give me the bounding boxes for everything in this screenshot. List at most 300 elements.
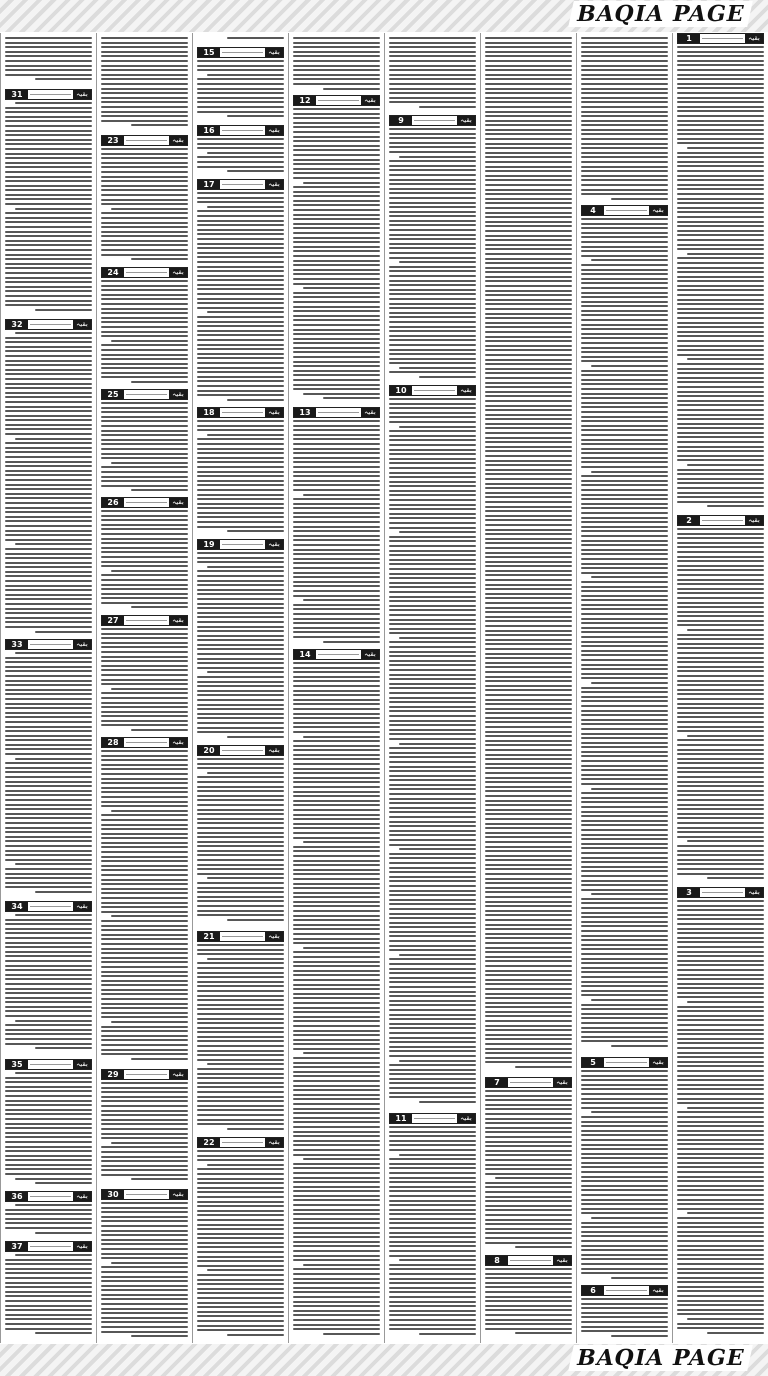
text-line <box>581 452 668 454</box>
text-line <box>581 558 668 560</box>
text-line <box>611 198 668 200</box>
text-line <box>485 937 572 939</box>
text-line <box>101 1016 188 1018</box>
text-line <box>101 1211 188 1213</box>
text-line <box>677 652 764 654</box>
text-line <box>591 576 668 578</box>
text-line <box>101 1007 188 1009</box>
text-line <box>197 776 284 778</box>
text-line <box>677 331 764 333</box>
text-line <box>485 1286 572 1288</box>
text-line <box>677 1189 764 1191</box>
text-line <box>293 301 380 303</box>
text-line <box>485 1291 572 1293</box>
text-line <box>389 995 476 997</box>
text-line <box>677 813 764 815</box>
text-line <box>293 1030 380 1032</box>
text-line <box>581 866 668 868</box>
story-header <box>677 515 764 526</box>
text-line <box>485 763 572 765</box>
text-line <box>101 1039 188 1041</box>
text-line <box>485 147 572 149</box>
text-line <box>293 938 380 940</box>
text-line <box>389 935 476 937</box>
header-rule <box>702 892 743 893</box>
text-line <box>677 1038 764 1040</box>
text-line <box>5 1118 92 1120</box>
text-line <box>101 938 188 940</box>
text-line <box>293 1144 380 1146</box>
text-line <box>101 837 188 839</box>
text-line <box>293 1199 380 1201</box>
text-line <box>5 790 92 792</box>
text-line <box>581 324 668 326</box>
text-line <box>485 666 572 668</box>
text-line <box>389 74 476 76</box>
text-line <box>293 1075 380 1077</box>
text-line <box>293 1245 380 1247</box>
text-line <box>389 412 476 414</box>
text-line <box>197 69 284 71</box>
text-line <box>389 632 476 634</box>
text-line <box>485 267 572 269</box>
text-line <box>15 863 92 865</box>
text-line <box>5 69 92 71</box>
text-line <box>677 120 764 122</box>
text-line <box>5 415 92 417</box>
text-line <box>485 391 572 393</box>
text-line <box>5 608 92 610</box>
text-line <box>293 218 380 220</box>
text-line <box>293 713 380 715</box>
text-line <box>389 1209 476 1211</box>
header-rule <box>222 412 263 413</box>
text-line <box>485 868 572 870</box>
text-line <box>485 506 572 508</box>
text-line <box>197 97 284 99</box>
text-line <box>677 1258 764 1260</box>
text-line <box>581 241 668 243</box>
text-line <box>677 1323 764 1325</box>
text-line <box>101 176 188 178</box>
text-line <box>5 735 92 737</box>
text-line <box>677 624 764 626</box>
text-line <box>5 502 92 504</box>
text-line <box>197 1325 284 1327</box>
text-line <box>485 313 572 315</box>
text-line <box>389 88 476 90</box>
text-line <box>581 448 668 450</box>
text-line <box>581 595 668 597</box>
text-line <box>581 1263 668 1265</box>
text-line <box>101 524 188 526</box>
text-line <box>677 83 764 85</box>
text-line <box>389 37 476 39</box>
text-line <box>677 533 764 535</box>
text-line <box>293 1181 380 1183</box>
text-line <box>197 60 284 62</box>
text-line <box>581 659 668 661</box>
text-line <box>5 258 92 260</box>
text-line <box>677 496 764 498</box>
text-line <box>677 845 764 847</box>
text-line <box>101 60 188 62</box>
text-line <box>101 411 188 413</box>
text-line <box>5 670 92 672</box>
text-line <box>197 1004 284 1006</box>
text-line <box>293 1259 380 1261</box>
text-line <box>197 321 284 323</box>
text-line <box>101 814 188 816</box>
text-line <box>485 299 572 301</box>
text-line <box>677 152 764 154</box>
text-line <box>293 1287 380 1289</box>
story-number: 31 <box>6 90 28 99</box>
text-line <box>389 981 476 983</box>
text-line <box>5 221 92 223</box>
text-line <box>485 593 572 595</box>
text-line <box>5 785 92 787</box>
story-number: 15 <box>198 48 220 57</box>
text-line <box>197 999 284 1001</box>
text-line <box>389 513 476 515</box>
text-line <box>389 862 476 864</box>
text-line <box>389 339 476 341</box>
header-rule <box>30 906 71 907</box>
text-line <box>101 416 188 418</box>
text-line <box>677 1111 764 1113</box>
text-line <box>101 148 188 150</box>
text-line <box>399 261 476 263</box>
text-line <box>389 899 476 901</box>
header-rule <box>414 390 455 391</box>
text-line <box>111 1021 188 1023</box>
story-number: 33 <box>6 640 28 649</box>
text-line <box>101 565 188 567</box>
text-line <box>389 371 476 373</box>
text-line <box>389 1177 476 1179</box>
text-line <box>677 1029 764 1031</box>
text-line <box>485 1025 572 1027</box>
text-line <box>677 267 764 269</box>
text-line <box>677 46 764 48</box>
text-line <box>101 750 188 752</box>
story-header <box>581 1057 668 1068</box>
text-line <box>687 840 764 842</box>
text-line <box>101 782 188 784</box>
text-line <box>485 708 572 710</box>
text-line <box>197 220 284 222</box>
text-line <box>197 1082 284 1084</box>
text-line <box>101 171 188 173</box>
text-line <box>197 298 284 300</box>
text-line <box>101 1331 188 1333</box>
story-number: 27 <box>102 616 124 625</box>
text-line <box>5 254 92 256</box>
text-line <box>197 394 284 396</box>
text-line <box>419 1101 476 1103</box>
text-line <box>197 552 284 554</box>
text-line <box>197 1091 284 1093</box>
text-line <box>293 965 380 967</box>
text-line <box>389 729 476 731</box>
text-line <box>303 1158 380 1160</box>
text-line <box>293 159 380 161</box>
text-line <box>101 430 188 432</box>
text-line <box>389 949 476 951</box>
text-line <box>293 1016 380 1018</box>
text-line <box>303 1264 380 1266</box>
news-story <box>389 385 476 1105</box>
text-line <box>485 161 572 163</box>
text-line <box>485 970 572 972</box>
text-line <box>389 69 476 71</box>
text-line <box>5 290 92 292</box>
text-line <box>677 923 764 925</box>
text-line <box>101 298 188 300</box>
text-line <box>293 781 380 783</box>
text-line <box>101 65 188 67</box>
text-line <box>581 939 668 941</box>
text-line <box>197 900 284 902</box>
text-line <box>101 724 188 726</box>
text-line <box>101 720 188 722</box>
text-line <box>197 101 284 103</box>
text-line <box>101 984 188 986</box>
text-line <box>5 166 92 168</box>
text-line <box>303 599 380 601</box>
header-rule <box>222 750 263 751</box>
story-number: 3 <box>678 888 700 897</box>
text-line <box>5 868 92 870</box>
text-line <box>101 1266 188 1268</box>
text-line <box>101 1298 188 1300</box>
story-tag: بقیہ <box>265 746 283 755</box>
text-line <box>581 65 668 67</box>
text-line <box>101 1202 188 1204</box>
text-line <box>677 634 764 636</box>
text-line <box>197 452 284 454</box>
text-line <box>197 390 284 392</box>
text-line <box>101 97 188 99</box>
text-line <box>485 1150 572 1152</box>
text-line <box>581 1017 668 1019</box>
text-line <box>197 316 284 318</box>
text-line <box>197 864 284 866</box>
text-line <box>485 405 572 407</box>
text-line <box>293 1121 380 1123</box>
text-line <box>293 667 380 669</box>
text-line <box>581 1102 668 1104</box>
text-line <box>227 1128 284 1130</box>
text-line <box>677 294 764 296</box>
text-line <box>35 309 92 311</box>
text-line <box>5 493 92 495</box>
text-line <box>485 919 572 921</box>
text-line <box>5 60 92 62</box>
text-line <box>677 602 764 604</box>
text-line <box>581 429 668 431</box>
text-line <box>677 340 764 342</box>
text-line <box>197 589 284 591</box>
text-line <box>581 710 668 712</box>
text-line <box>5 392 92 394</box>
text-line <box>485 427 572 429</box>
text-line <box>131 1335 188 1337</box>
text-line <box>101 519 188 521</box>
text-line <box>485 905 572 907</box>
text-line <box>677 129 764 131</box>
text-line <box>101 911 188 913</box>
text-line <box>15 1254 92 1256</box>
text-line <box>581 351 668 353</box>
text-line <box>101 1053 188 1055</box>
text-line <box>581 834 668 836</box>
story-number: 24 <box>102 268 124 277</box>
text-line <box>591 365 668 367</box>
text-line <box>293 604 380 606</box>
text-line <box>5 189 92 191</box>
header-rule <box>126 742 167 743</box>
text-line <box>293 754 380 756</box>
story-continuation <box>581 35 668 202</box>
header-rule <box>126 502 167 503</box>
text-line <box>197 896 284 898</box>
text-line <box>485 625 572 627</box>
text-line <box>485 37 572 39</box>
text-line <box>485 699 572 701</box>
text-line <box>197 910 284 912</box>
text-line <box>293 365 380 367</box>
story-number: 1 <box>678 34 700 43</box>
text-line <box>677 354 764 356</box>
text-line <box>101 485 188 487</box>
text-line <box>581 383 668 385</box>
text-line <box>197 111 284 113</box>
text-line <box>677 1024 764 1026</box>
text-line <box>15 102 92 104</box>
text-line <box>485 423 572 425</box>
text-line <box>677 941 764 943</box>
text-line <box>5 716 92 718</box>
text-line <box>293 113 380 115</box>
text-line <box>293 535 380 537</box>
text-line <box>677 675 764 677</box>
text-line <box>293 1039 380 1041</box>
text-line <box>485 133 572 135</box>
text-line <box>293 191 380 193</box>
text-line <box>677 142 764 144</box>
text-line <box>677 932 764 934</box>
text-line <box>197 65 284 67</box>
text-line <box>677 138 764 140</box>
text-line <box>389 619 476 621</box>
text-line <box>485 588 572 590</box>
text-line <box>5 406 92 408</box>
text-line <box>485 653 572 655</box>
text-line <box>485 685 572 687</box>
text-line <box>227 530 284 532</box>
text-line <box>101 240 188 242</box>
text-line <box>5 808 92 810</box>
text-line <box>197 1237 284 1239</box>
text-line <box>485 1186 572 1188</box>
text-line <box>293 846 380 848</box>
text-line <box>101 966 188 968</box>
text-line <box>293 329 380 331</box>
text-line <box>101 1239 188 1241</box>
text-line <box>581 549 668 551</box>
text-line <box>485 574 572 576</box>
text-line <box>677 1162 764 1164</box>
text-line <box>485 519 572 521</box>
text-line <box>5 928 92 930</box>
text-line <box>581 347 668 349</box>
text-line <box>389 664 476 666</box>
text-line <box>101 602 188 604</box>
story-tag: بقیہ <box>553 1078 571 1087</box>
text-line <box>101 358 188 360</box>
text-line <box>677 712 764 714</box>
text-line <box>101 476 188 478</box>
text-line <box>485 129 572 131</box>
text-line <box>5 886 92 888</box>
text-line <box>485 1048 572 1050</box>
text-line <box>5 111 92 113</box>
text-line <box>101 363 188 365</box>
text-line <box>293 1002 380 1004</box>
text-line <box>485 813 572 815</box>
text-line <box>515 1066 572 1068</box>
story-header <box>101 389 188 400</box>
text-line <box>101 1317 188 1319</box>
text-line <box>5 575 92 577</box>
text-line <box>581 1022 668 1024</box>
text-line <box>677 753 764 755</box>
text-line <box>197 1086 284 1088</box>
text-line <box>293 507 380 509</box>
text-line <box>389 293 476 295</box>
text-line <box>207 311 284 313</box>
text-line <box>389 784 476 786</box>
text-line <box>485 501 572 503</box>
text-line <box>197 161 284 163</box>
text-line <box>485 1090 572 1092</box>
text-line <box>687 1107 764 1109</box>
text-line <box>389 1167 476 1169</box>
text-line <box>485 1223 572 1225</box>
text-line <box>485 744 572 746</box>
text-line <box>581 1208 668 1210</box>
text-line <box>293 480 380 482</box>
text-line <box>389 1069 476 1071</box>
text-line <box>5 281 92 283</box>
text-line <box>197 818 284 820</box>
text-line <box>5 1081 92 1083</box>
text-line <box>197 385 284 387</box>
text-line <box>111 810 188 812</box>
text-line <box>101 551 188 553</box>
text-line <box>677 1235 764 1237</box>
text-line <box>485 1108 572 1110</box>
text-line <box>581 746 668 748</box>
text-line <box>389 1319 476 1321</box>
text-line <box>581 1098 668 1100</box>
text-line <box>485 111 572 113</box>
story-header <box>5 639 92 650</box>
text-line <box>389 326 476 328</box>
text-line <box>677 698 764 700</box>
